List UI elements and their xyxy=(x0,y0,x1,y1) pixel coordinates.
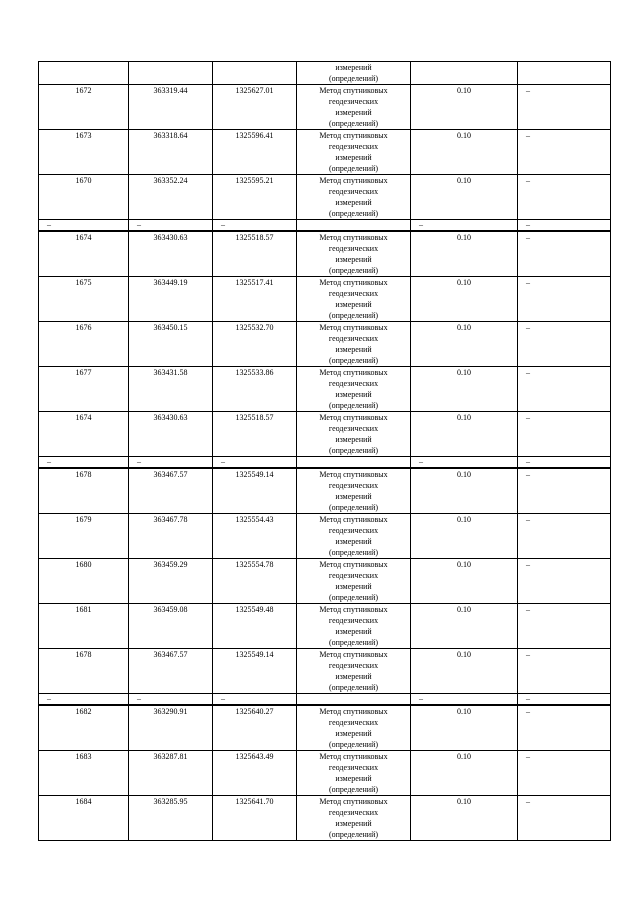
y-coordinate-cell: 1325549.14 xyxy=(213,649,297,694)
coordinates-table-body xyxy=(39,62,611,841)
separator-dash: – xyxy=(39,220,129,232)
method-line: Метод спутниковых xyxy=(319,605,388,614)
method-line: геодезических xyxy=(328,571,379,580)
note-cell: – xyxy=(518,322,611,367)
method-line: измерений xyxy=(335,582,372,591)
x-coordinate-cell: 363430.63 xyxy=(129,231,213,277)
coordinates-table-page xyxy=(38,61,610,841)
method-cell xyxy=(297,649,411,694)
separator-dash xyxy=(297,457,411,469)
x-coordinate-cell: 363459.08 xyxy=(129,604,213,649)
table-row xyxy=(39,130,611,175)
x-coordinate-cell: 363319.44 xyxy=(129,85,213,130)
table-row xyxy=(39,277,611,322)
point-id-cell: 1678 xyxy=(39,468,129,514)
point-id-cell: 1673 xyxy=(39,130,129,175)
method-line: измерений xyxy=(335,627,372,636)
method-line: (определений) xyxy=(328,119,379,128)
y-coordinate-cell: 1325554.43 xyxy=(213,514,297,559)
method-line: (определений) xyxy=(328,593,379,602)
method-line: геодезических xyxy=(328,142,379,151)
method-line: геодезических xyxy=(328,661,379,670)
method-line: измерений xyxy=(335,672,372,681)
method-cell xyxy=(297,130,411,175)
note-cell: – xyxy=(518,277,611,322)
method-line: Метод спутниковых xyxy=(319,650,388,659)
note-cell: – xyxy=(518,751,611,796)
x-coordinate-cell: 363290.91 xyxy=(129,705,213,751)
x-coordinate-cell: 363285.95 xyxy=(129,796,213,841)
point-id-cell: 1677 xyxy=(39,367,129,412)
table-row xyxy=(39,412,611,457)
note-cell: – xyxy=(518,514,611,559)
method-line: геодезических xyxy=(328,481,379,490)
method-cell xyxy=(297,175,411,220)
y-coordinate-cell: 1325554.78 xyxy=(213,559,297,604)
method-line: геодезических xyxy=(328,526,379,535)
y-coordinate-cell: 1325595.21 xyxy=(213,175,297,220)
method-cell xyxy=(297,322,411,367)
separator-dash: – xyxy=(213,694,297,706)
method-cell xyxy=(297,367,411,412)
point-id-cell: 1682 xyxy=(39,705,129,751)
accuracy-cell xyxy=(411,62,518,85)
separator-dash: – xyxy=(213,220,297,232)
note-cell: – xyxy=(518,796,611,841)
x-coordinate-cell: 363352.24 xyxy=(129,175,213,220)
method-line: Метод спутниковых xyxy=(319,797,388,806)
method-line: измерений xyxy=(335,300,372,309)
y-coordinate-cell: 1325549.14 xyxy=(213,468,297,514)
point-id-cell: 1680 xyxy=(39,559,129,604)
method-line: (определений) xyxy=(328,548,379,557)
table-row xyxy=(39,796,611,841)
method-line: Метод спутниковых xyxy=(319,752,388,761)
separator-dash: – xyxy=(39,457,129,469)
point-id-cell: 1674 xyxy=(39,412,129,457)
coordinates-table xyxy=(38,61,611,841)
table-row xyxy=(39,705,611,751)
table-row xyxy=(39,231,611,277)
method-line: измерений xyxy=(335,198,372,207)
method-line: (определений) xyxy=(328,311,379,320)
y-coordinate-cell: 1325532.70 xyxy=(213,322,297,367)
method-line: Метод спутниковых xyxy=(319,413,388,422)
table-row xyxy=(39,604,611,649)
separator-row xyxy=(39,457,611,469)
x-coordinate-cell: 363287.81 xyxy=(129,751,213,796)
note-cell: – xyxy=(518,649,611,694)
method-line: геодезических xyxy=(328,379,379,388)
method-line: (определений) xyxy=(328,209,379,218)
method-cell xyxy=(297,468,411,514)
table-row xyxy=(39,649,611,694)
method-cell xyxy=(297,412,411,457)
continued-row xyxy=(39,62,611,85)
method-line: Метод спутниковых xyxy=(319,470,388,479)
point-id-cell: 1681 xyxy=(39,604,129,649)
method-line: (определений) xyxy=(328,356,379,365)
method-line: измерений xyxy=(335,153,372,162)
method-line: Метод спутниковых xyxy=(319,176,388,185)
accuracy-cell: 0.10 xyxy=(411,751,518,796)
method-cell xyxy=(297,62,411,85)
method-line: Метод спутниковых xyxy=(319,707,388,716)
accuracy-cell: 0.10 xyxy=(411,559,518,604)
method-line: измерений xyxy=(335,819,372,828)
separator-dash: – xyxy=(129,694,213,706)
method-line: измерений xyxy=(335,492,372,501)
y-coordinate-cell: 1325518.57 xyxy=(213,231,297,277)
y-coordinate-cell: 1325640.27 xyxy=(213,705,297,751)
table-row xyxy=(39,85,611,130)
method-line: измерений xyxy=(335,537,372,546)
y-coordinate-cell: 1325518.57 xyxy=(213,412,297,457)
method-line: геодезических xyxy=(328,424,379,433)
note-cell: – xyxy=(518,130,611,175)
separator-dash: – xyxy=(411,457,518,469)
separator-dash: – xyxy=(518,457,611,469)
accuracy-cell: 0.10 xyxy=(411,604,518,649)
table-row xyxy=(39,367,611,412)
method-line: Метод спутниковых xyxy=(319,560,388,569)
accuracy-cell: 0.10 xyxy=(411,514,518,559)
point-id-cell: 1670 xyxy=(39,175,129,220)
method-line: Метод спутниковых xyxy=(319,131,388,140)
separator-dash xyxy=(297,694,411,706)
table-row xyxy=(39,751,611,796)
x-coordinate-cell: 363467.57 xyxy=(129,468,213,514)
point-id-cell: 1679 xyxy=(39,514,129,559)
separator-dash xyxy=(297,220,411,232)
x-coordinate-cell: 363467.78 xyxy=(129,514,213,559)
method-line: измерений xyxy=(335,255,372,264)
accuracy-cell: 0.10 xyxy=(411,649,518,694)
method-line: Метод спутниковых xyxy=(319,233,388,242)
method-line: (определений) xyxy=(328,401,379,410)
method-line: Метод спутниковых xyxy=(319,278,388,287)
method-cell xyxy=(297,514,411,559)
method-line: измерений xyxy=(335,390,372,399)
separator-dash: – xyxy=(129,220,213,232)
method-line: Метод спутниковых xyxy=(319,515,388,524)
y-coordinate-cell: 1325533.86 xyxy=(213,367,297,412)
method-line: геодезических xyxy=(328,289,379,298)
method-line: (определений) xyxy=(328,74,379,83)
method-line: (определений) xyxy=(328,830,379,839)
note-cell: – xyxy=(518,412,611,457)
x-coordinate-cell xyxy=(129,62,213,85)
note-cell: – xyxy=(518,705,611,751)
method-cell xyxy=(297,231,411,277)
x-coordinate-cell: 363318.64 xyxy=(129,130,213,175)
table-row xyxy=(39,175,611,220)
table-row xyxy=(39,559,611,604)
x-coordinate-cell: 363431.58 xyxy=(129,367,213,412)
y-coordinate-cell: 1325627.01 xyxy=(213,85,297,130)
x-coordinate-cell: 363467.57 xyxy=(129,649,213,694)
note-cell xyxy=(518,62,611,85)
method-line: геодезических xyxy=(328,808,379,817)
separator-dash: – xyxy=(129,457,213,469)
separator-row xyxy=(39,694,611,706)
note-cell: – xyxy=(518,559,611,604)
method-cell xyxy=(297,796,411,841)
method-cell xyxy=(297,705,411,751)
point-id-cell: 1678 xyxy=(39,649,129,694)
method-line: (определений) xyxy=(328,740,379,749)
accuracy-cell: 0.10 xyxy=(411,468,518,514)
method-line: Метод спутниковых xyxy=(319,323,388,332)
method-line: измерений xyxy=(335,63,372,72)
table-row xyxy=(39,468,611,514)
method-line: (определений) xyxy=(328,683,379,692)
method-line: (определений) xyxy=(328,785,379,794)
separator-dash: – xyxy=(213,457,297,469)
y-coordinate-cell xyxy=(213,62,297,85)
point-id-cell xyxy=(39,62,129,85)
accuracy-cell: 0.10 xyxy=(411,705,518,751)
method-line: (определений) xyxy=(328,164,379,173)
method-line: геодезических xyxy=(328,97,379,106)
method-line: измерений xyxy=(335,435,372,444)
method-line: (определений) xyxy=(328,266,379,275)
method-line: (определений) xyxy=(328,503,379,512)
separator-row xyxy=(39,220,611,232)
method-line: измерений xyxy=(335,729,372,738)
separator-dash: – xyxy=(518,694,611,706)
method-line: Метод спутниковых xyxy=(319,86,388,95)
method-cell xyxy=(297,85,411,130)
accuracy-cell: 0.10 xyxy=(411,231,518,277)
accuracy-cell: 0.10 xyxy=(411,277,518,322)
method-cell xyxy=(297,559,411,604)
method-cell xyxy=(297,751,411,796)
note-cell: – xyxy=(518,85,611,130)
y-coordinate-cell: 1325643.49 xyxy=(213,751,297,796)
method-line: геодезических xyxy=(328,334,379,343)
note-cell: – xyxy=(518,604,611,649)
method-cell xyxy=(297,604,411,649)
y-coordinate-cell: 1325596.41 xyxy=(213,130,297,175)
note-cell: – xyxy=(518,367,611,412)
note-cell: – xyxy=(518,468,611,514)
point-id-cell: 1672 xyxy=(39,85,129,130)
method-cell xyxy=(297,277,411,322)
method-line: геодезических xyxy=(328,718,379,727)
point-id-cell: 1683 xyxy=(39,751,129,796)
y-coordinate-cell: 1325641.70 xyxy=(213,796,297,841)
table-row xyxy=(39,514,611,559)
point-id-cell: 1674 xyxy=(39,231,129,277)
accuracy-cell: 0.10 xyxy=(411,322,518,367)
method-line: геодезических xyxy=(328,616,379,625)
accuracy-cell: 0.10 xyxy=(411,796,518,841)
point-id-cell: 1675 xyxy=(39,277,129,322)
accuracy-cell: 0.10 xyxy=(411,367,518,412)
accuracy-cell: 0.10 xyxy=(411,175,518,220)
note-cell: – xyxy=(518,231,611,277)
separator-dash: – xyxy=(39,694,129,706)
separator-dash: – xyxy=(411,220,518,232)
point-id-cell: 1676 xyxy=(39,322,129,367)
x-coordinate-cell: 363450.15 xyxy=(129,322,213,367)
method-line: измерений xyxy=(335,774,372,783)
method-line: геодезических xyxy=(328,244,379,253)
y-coordinate-cell: 1325517.41 xyxy=(213,277,297,322)
method-line: геодезических xyxy=(328,763,379,772)
separator-dash: – xyxy=(518,220,611,232)
x-coordinate-cell: 363459.29 xyxy=(129,559,213,604)
x-coordinate-cell: 363449.19 xyxy=(129,277,213,322)
method-line: Метод спутниковых xyxy=(319,368,388,377)
note-cell: – xyxy=(518,175,611,220)
method-line: геодезических xyxy=(328,187,379,196)
accuracy-cell: 0.10 xyxy=(411,85,518,130)
method-line: (определений) xyxy=(328,446,379,455)
method-line: измерений xyxy=(335,108,372,117)
method-line: (определений) xyxy=(328,638,379,647)
y-coordinate-cell: 1325549.48 xyxy=(213,604,297,649)
point-id-cell: 1684 xyxy=(39,796,129,841)
method-line: измерений xyxy=(335,345,372,354)
accuracy-cell: 0.10 xyxy=(411,130,518,175)
accuracy-cell: 0.10 xyxy=(411,412,518,457)
x-coordinate-cell: 363430.63 xyxy=(129,412,213,457)
table-row xyxy=(39,322,611,367)
separator-dash: – xyxy=(411,694,518,706)
